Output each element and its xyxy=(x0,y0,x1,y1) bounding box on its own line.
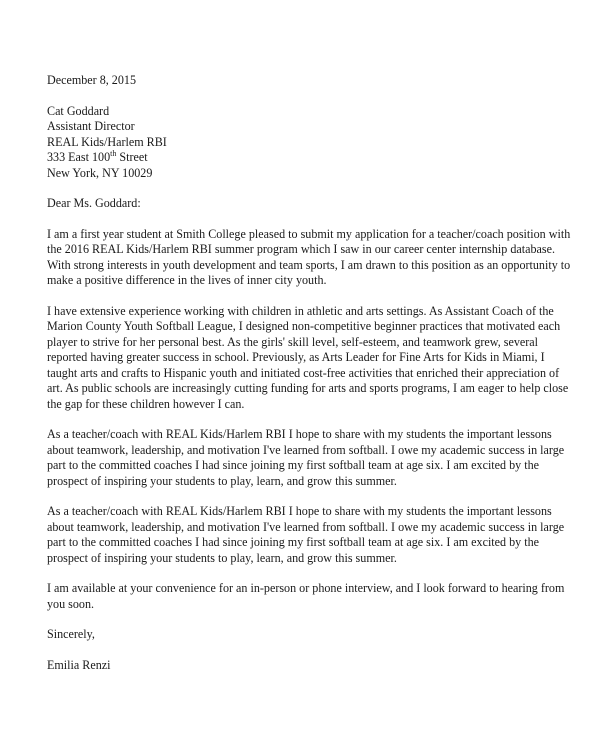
recipient-name: Cat Goddard xyxy=(47,103,110,118)
body-paragraph-3: As a teacher/coach with REAL Kids/Harlem RBI I hope to share with my students the important lessons about teamwork, leadership, and motivation I've learned from softball. I owe my academic success in large part to the committed coaches I had since joining my first softball team at age six. I am excited by the prospect of inspiring your students to play, learn, and grow this summer. xyxy=(47,427,565,488)
body-paragraph-5: I am available at your convenience for an in-person or phone interview, and I look forward to hearing from you soon. xyxy=(47,581,565,611)
closing: Sincerely, xyxy=(47,627,95,641)
body-paragraph-2: I have extensive experience working with children in athletic and arts settings. As Assistant Coach of the Marion County Youth Softball League, I designed non-competitive beginner practices that motivated each player to strive for her personal best. As the girls' skill level, self-esteem, and teamwork grew, several reported having greater success in school. Previously, as Arts Leader for Fine Arts for Kids in Miami, I taught arts and crafts to Hispanic youth and initiated cost-free activities that enriched their appreciation of art. As public schools are increasingly cutting funding for arts and sports programs, I am eager to help close the gap for these children however I can. xyxy=(47,303,569,411)
recipient-address xyxy=(47,104,572,182)
letter-date: December 8, 2015 xyxy=(47,73,136,87)
recipient-organization: REAL Kids/Harlem RBI xyxy=(47,134,167,149)
recipient-city-state-zip: New York, NY 10029 xyxy=(47,165,153,180)
street-number: 333 East 100 xyxy=(47,150,111,164)
recipient-street xyxy=(47,150,572,166)
body-paragraph-4: As a teacher/coach with REAL Kids/Harlem RBI I hope to share with my students the important lessons about teamwork, leadership, and motivation I've learned from softball. I owe my academic success in large part to the committed coaches I had since joining my first softball team at age six. I am excited by the prospect of inspiring your students to play, learn, and grow this summer. xyxy=(47,504,565,565)
recipient-title: Assistant Director xyxy=(47,119,135,133)
body-paragraph-1: I am a first year student at Smith College pleased to submit my application for a teacher/coach position with the 2016 REAL Kids/Harlem RBI summer program which I saw in our career center internship database. With strong interests in youth development and team sports, I am drawn to this position as an opportunity to make a positive difference in the lives of inner city youth. xyxy=(47,226,571,287)
signature-name: Emilia Renzi xyxy=(47,657,111,672)
letter-page xyxy=(47,73,572,673)
street-name: Street xyxy=(116,150,148,164)
street-suffix: th xyxy=(110,148,117,158)
salutation: Dear Ms. Goddard: xyxy=(47,196,141,210)
